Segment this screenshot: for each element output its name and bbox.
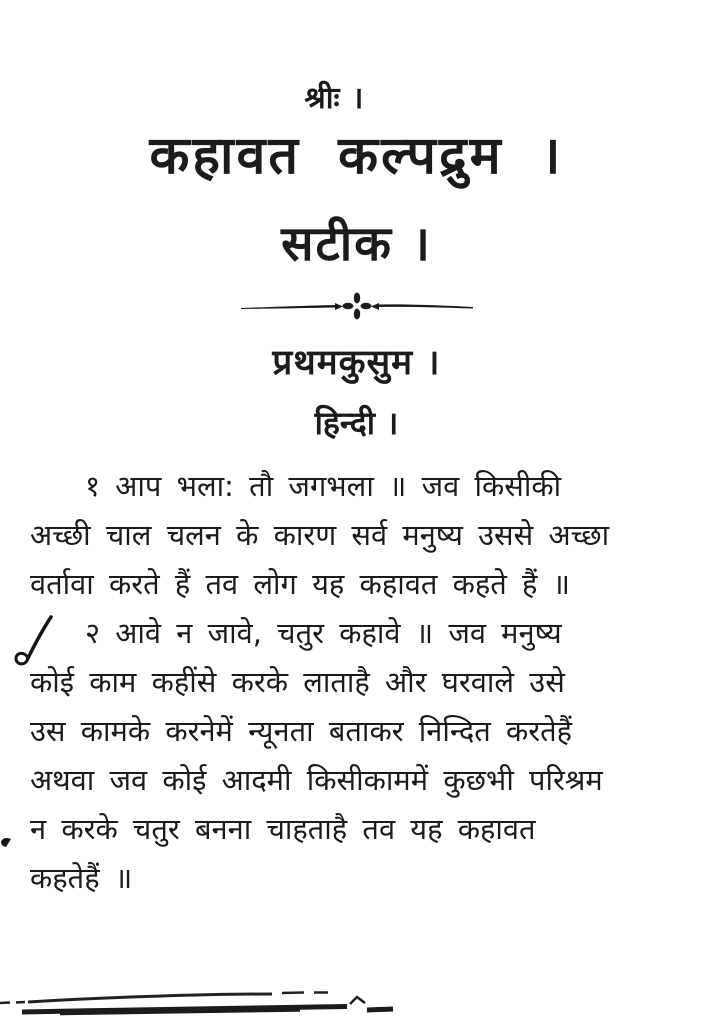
body-line: कोई काम कहींसे करके लाताहै और घरवाले उसे <box>30 665 565 699</box>
body-line: २ आवे न जावे, चतुर कहावे ॥ जव मनुष्य <box>85 616 562 650</box>
ornamental-divider-icon <box>239 292 475 320</box>
scan-artifact-lines <box>0 982 713 1024</box>
invocation-text: श्रीः । <box>304 81 365 116</box>
body-line: वर्तावा करते हैं तव लोग यह कहावत कहते हैं ॥ <box>30 567 571 601</box>
body-line: अथवा जव कोई आदमी किसीकाममें कुछभी परिश्रम <box>30 763 603 797</box>
body-text <box>30 462 687 903</box>
ink-dot-mark <box>0 834 14 853</box>
handwritten-checkmark-icon <box>10 614 54 676</box>
body-line: कहतेहैं ॥ <box>30 861 133 895</box>
body-line: उस कामके करनेमें न्यूनता बताकर निन्दित करतेहैं <box>30 714 573 748</box>
book-subtitle: सटीक । <box>281 216 432 272</box>
body-line: अच्छी चाल चलन के कारण सर्व मनुष्य उससे अच्छा <box>30 518 610 552</box>
ornamental-divider <box>0 292 713 324</box>
language-heading: हिन्दी । <box>314 404 399 442</box>
body-line: १ आप भला: तौ जगभला ॥ जव किसीकी <box>85 469 562 503</box>
section-heading: प्रथमकुसुम । <box>272 343 441 383</box>
book-title: कहावत कल्पद्रुम । <box>149 126 564 186</box>
body-line: न करके चतुर बनना चाहताहै तव यह कहावत <box>30 812 536 846</box>
